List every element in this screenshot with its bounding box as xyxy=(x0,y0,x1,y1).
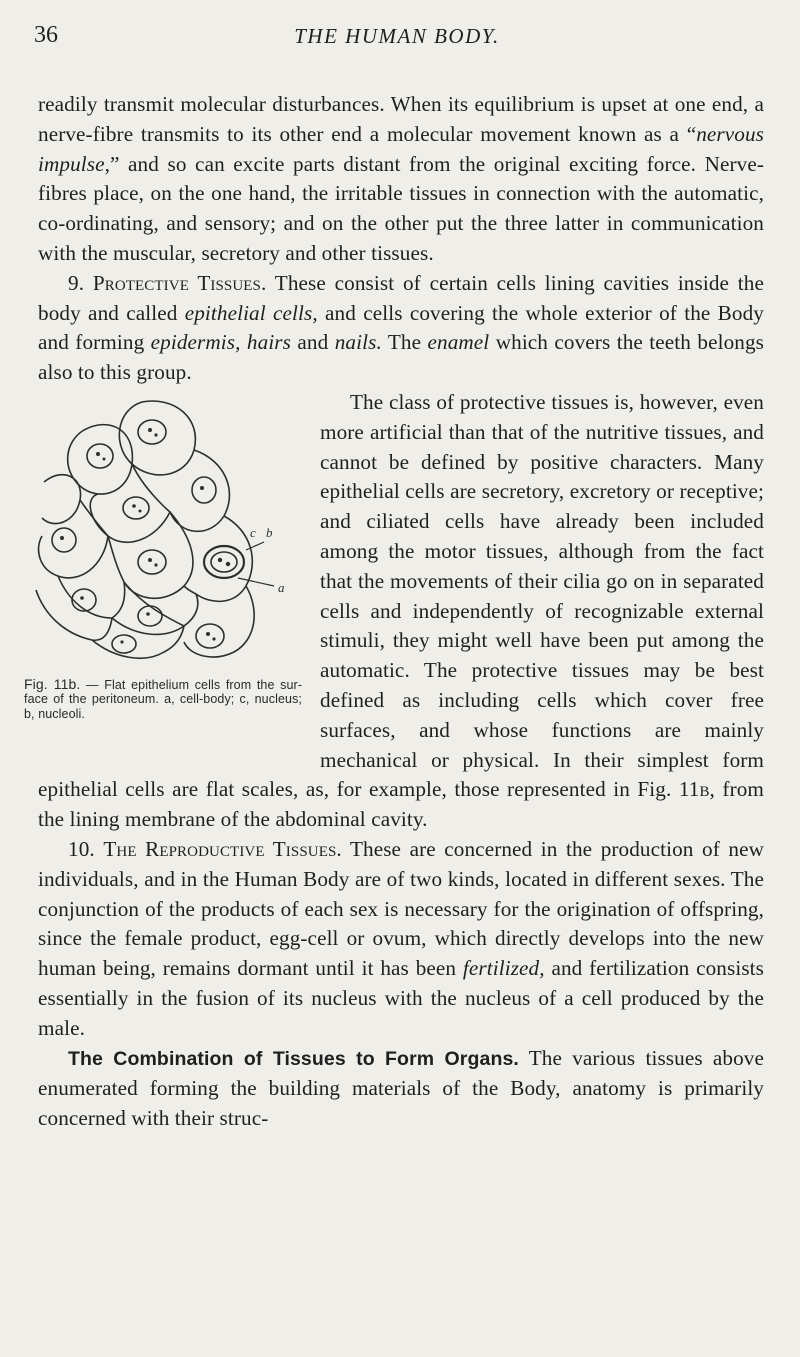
paragraph-reproductive-tissues xyxy=(38,835,764,1044)
figure-11b xyxy=(24,390,306,770)
text-run: , from the lining membrane of the abdominal cavity. xyxy=(38,777,764,832)
figure-caption xyxy=(24,677,302,722)
text-run: The various tissues above enumerated forming the building materials of the Body, anatomy is primarily concerned with their struc- xyxy=(38,1045,764,1131)
text-run: and cells covering the whole exterior of the Body and forming xyxy=(38,300,764,355)
emphasis-nervous-impulse: nervous impulse, xyxy=(38,121,764,176)
text-run: ” and so can excite parts distant from the original exciting force. Nerve-fibres place, on the one hand, the irritable tissues in connection with the automatic, co-ordinating, and sensory; and on the other put the three latter in communication with the muscular, secretory and other tissues. xyxy=(38,151,764,265)
label-c: c xyxy=(250,524,256,540)
text-run: readily transmit molecular disturbances. When its equilibrium is upset at one end, a nerve-fibre transmits to its other end a molecular movement known as a “ xyxy=(38,92,764,146)
emphasis-enamel: enamel xyxy=(427,330,490,355)
running-title: THE HUMAN BODY. xyxy=(294,24,500,48)
paragraph-nerve-fibres xyxy=(38,90,764,269)
text-run: These are concerned in the production of new individuals, and in the Human Body are of two kinds, located in different sexes. The conjunction of the products of each sex is necessary for the origination of offspring, since the female product, egg-cell or ovum, which directly develops into the new human being, remains dormant until it has been xyxy=(38,836,765,981)
figure-ref-suffix: b xyxy=(699,777,710,802)
page-number: 36 xyxy=(34,22,58,48)
epithelium-illustration xyxy=(24,390,306,675)
label-b: b xyxy=(266,524,273,540)
figure-number: Fig. 11b. xyxy=(24,675,81,692)
paragraph-protective-tissues xyxy=(38,269,764,388)
text-run: and xyxy=(291,330,335,355)
section-number: 9. xyxy=(68,270,85,295)
text-run: The class of protective tissues is, however, even more artificial than that of the nutritive tissues, and cannot be defined by positive characters. Many epithelial cells are secretory, excretory or receptive; and ciliated cells have already been included among the motor tissues, although from the fact that the movements of their cilia go on in separated cells and independently of recognizable external stimuli, they might well have been put among the automatic. The protective tissues may be best defined as including cells which cover free surfaces, and whose functions are mainly mechanical or physical. In their simplest form epithelial cells are flat scales, as, for example, those represented in Fig. 11 xyxy=(38,389,764,802)
emphasis-epithelial: epithelial cells, xyxy=(184,300,318,325)
caption-text: — Flat epithelium cells from the surface of the peritoneum. a, cell-body; c, nucleus; b, nucleoli. xyxy=(24,677,302,721)
text-run: and fertilization consists essentially in the fusion of its nucleus with the nucleus of a cell produced by the male. xyxy=(38,956,764,1040)
label-a: a xyxy=(278,579,285,595)
emphasis-nails: nails. xyxy=(334,330,382,355)
text-run: These consist of certain cells lining cavities inside the body and called xyxy=(38,270,764,325)
paragraph-combination xyxy=(38,1044,764,1134)
section-number: 10. xyxy=(68,836,95,861)
text-run: The xyxy=(381,330,428,355)
text-run: which covers the teeth belongs also to this group. xyxy=(38,330,764,385)
page-header xyxy=(34,22,760,52)
section-heading-combination: The Combination of Tissues to Form Organs. xyxy=(68,1047,519,1070)
emphasis-fertilized: fertilized, xyxy=(462,956,545,981)
section-heading-reproductive: The Reproductive Tissues. xyxy=(103,836,342,861)
emphasis-epidermis: epidermis, hairs xyxy=(150,330,292,355)
section-heading-protective: Protective Tissues. xyxy=(92,270,267,295)
body-text xyxy=(24,90,765,1134)
